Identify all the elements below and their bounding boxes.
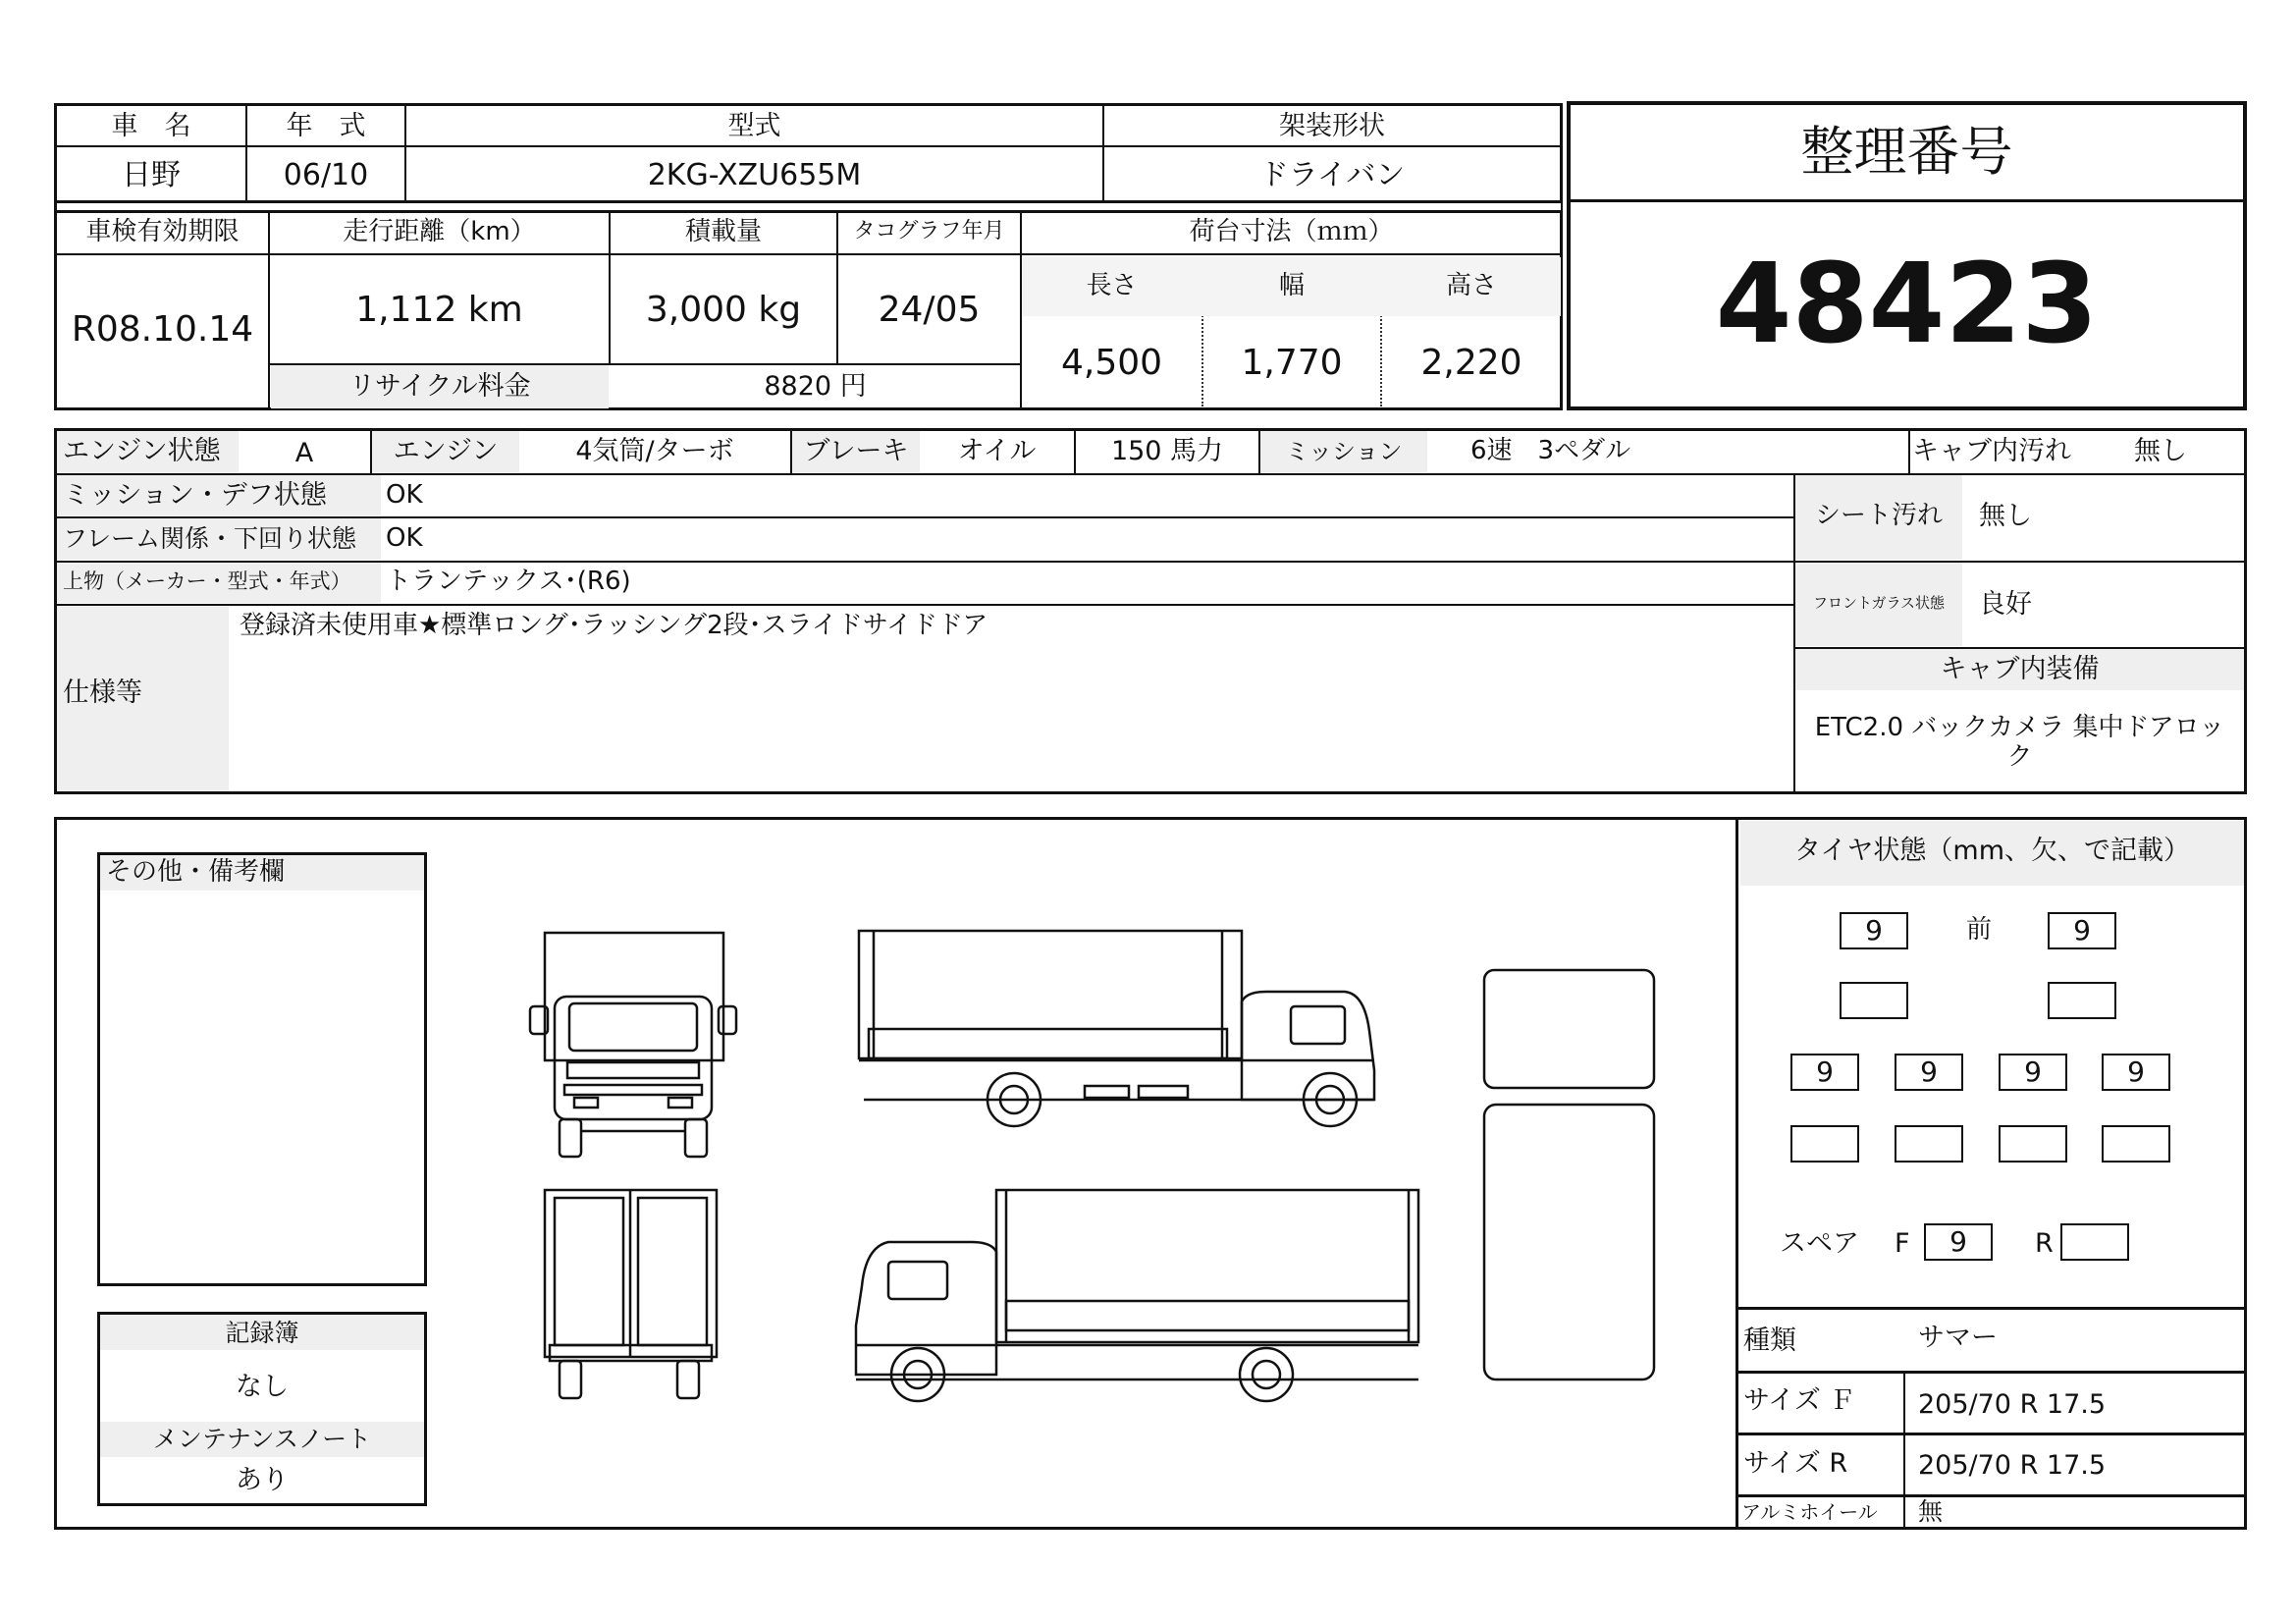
- tire-row-line: [1735, 1371, 2247, 1374]
- maint-label: メンテナンスノート: [152, 1425, 372, 1453]
- truck-diagram: [510, 913, 1669, 1404]
- glass-label: フロントガラス状態: [1812, 594, 1946, 612]
- spare-r-label: R: [2035, 1228, 2054, 1259]
- header-dims: 荷台寸法（ｍｍ）: [1189, 217, 1394, 246]
- header-model: 型式: [727, 111, 781, 141]
- cab-dirt: 無し: [2134, 436, 2187, 466]
- value-name: 日野: [122, 158, 181, 192]
- header-name: 車 名: [111, 111, 191, 141]
- cab-dirt-label: キャブ内汚れ: [1912, 436, 2071, 466]
- row-line: [54, 145, 1563, 147]
- tire-rear-1: 9: [1790, 1054, 1859, 1091]
- header-load: 積載量: [684, 217, 762, 246]
- dims-width-label: 幅: [1278, 271, 1305, 300]
- spare-f-label: F: [1895, 1228, 1910, 1259]
- cab-equip-line1: ETC2.0 バックカメラ 集中ドアロッ: [1814, 713, 2225, 742]
- remarks-label: その他・備考欄: [106, 857, 286, 887]
- mission-label: ミッション: [1285, 438, 1403, 465]
- upper: トランテックス･(R6): [386, 567, 631, 596]
- value-load: 3,000 kg: [645, 290, 802, 330]
- ref-divider: [1567, 199, 2247, 202]
- dims-height-label: 高さ: [1445, 271, 1497, 300]
- header-body: 架装形状: [1279, 111, 1385, 141]
- value-year: 06/10: [283, 158, 369, 192]
- tire-front-left-blank: [1840, 982, 1908, 1019]
- engine-cond-label: エンジン状態: [63, 436, 221, 466]
- tire-col-line: [1903, 1371, 1905, 1530]
- glass: 良好: [1979, 589, 2032, 620]
- spec-label: 仕様等: [63, 677, 142, 708]
- row-line: [54, 210, 1563, 213]
- header-year: 年 式: [286, 111, 366, 141]
- record-label: 記録簿: [225, 1319, 299, 1347]
- header-mileage: 走行距離（km）: [343, 217, 536, 246]
- power: 150 馬力: [1110, 436, 1224, 466]
- size-r-label: サイズ R: [1743, 1448, 1848, 1479]
- tire-front-right: 9: [2048, 912, 2116, 949]
- value-tacho: 24/05: [878, 290, 981, 330]
- ref-label: 整理番号: [1800, 121, 2013, 183]
- type-label: 種類: [1743, 1325, 1796, 1356]
- tire-rear-4: 9: [2102, 1054, 2170, 1091]
- col-line: [1908, 428, 1910, 473]
- dims-height: 2,220: [1420, 343, 1522, 383]
- row-line: [54, 604, 1793, 606]
- alu-label: アルミホイール: [1741, 1500, 1878, 1524]
- dims-length-label: 長さ: [1086, 271, 1138, 300]
- engine-cond: A: [294, 438, 314, 468]
- tire-front-left: 9: [1840, 912, 1908, 949]
- header-inspection: 車検有効期限: [85, 217, 240, 246]
- alu: 無: [1918, 1497, 1944, 1526]
- value-mileage: 1,112 km: [355, 290, 523, 330]
- tire-front-right-blank: [2048, 982, 2116, 1019]
- engine-label: エンジン: [393, 436, 499, 466]
- truck-front-view: [530, 933, 736, 1157]
- spare-label: スペア: [1780, 1228, 1859, 1259]
- maint: あり: [236, 1465, 289, 1495]
- value-model: 2KG-XZU655M: [647, 158, 862, 192]
- tire-row-line: [1735, 1433, 2247, 1435]
- size-f-label: サイズ Ｆ: [1743, 1385, 1856, 1416]
- remarks-box: [97, 852, 427, 1286]
- cab-equip-label: キャブ内装備: [1940, 654, 2100, 684]
- brake-label: ブレーキ: [803, 436, 909, 466]
- value-body: ドライバン: [1258, 158, 1406, 192]
- ref-number: 48423: [1715, 241, 2099, 368]
- recycle-value: 8820 円: [764, 371, 867, 402]
- spare-f: 9: [1924, 1223, 1993, 1261]
- header-tacho: タコグラフ年月: [853, 219, 1005, 243]
- dims-width: 1,770: [1241, 343, 1343, 383]
- value-inspection: R08.10.14: [71, 309, 254, 350]
- truck-top-view: [1484, 970, 1654, 1380]
- record: なし: [236, 1372, 289, 1402]
- tire-rear-blank: [2102, 1125, 2170, 1163]
- seat-label: シート汚れ: [1814, 501, 1943, 530]
- size-f: 205/70 R 17.5: [1918, 1389, 2107, 1420]
- truck-rear-view: [545, 1190, 717, 1398]
- tire-row-line: [1735, 1494, 2247, 1497]
- tire-row-line: [1735, 1307, 2247, 1310]
- tire-rear-2: 9: [1895, 1054, 1963, 1091]
- tire-rear-3: 9: [1999, 1054, 2067, 1091]
- tire-section-divider: [1735, 817, 1738, 1530]
- mission: 6速 3ペダル: [1470, 436, 1631, 465]
- truck-side-view-top: [859, 931, 1374, 1126]
- size-r: 205/70 R 17.5: [1918, 1450, 2107, 1481]
- type: サマー: [1918, 1323, 1998, 1353]
- upper-label: 上物（メーカー・型式・年式）: [63, 569, 351, 593]
- spec-text: 登録済未使用車★標準ロング･ラッシング2段･スライドサイドドア: [240, 611, 988, 640]
- tire-front-label: 前: [1966, 915, 1993, 945]
- tire-rear-blank: [1790, 1125, 1859, 1163]
- tire-rear-blank: [1895, 1125, 1963, 1163]
- truck-side-view-bottom: [856, 1190, 1418, 1401]
- row-line: [54, 253, 1563, 255]
- brake: オイル: [957, 436, 1037, 466]
- mission-def: OK: [386, 480, 423, 510]
- cab-equip-line2: ク: [2006, 742, 2033, 772]
- spare-r: [2060, 1223, 2129, 1261]
- frame-label: フレーム関係・下回り状態: [63, 524, 357, 553]
- tire-rear-blank: [1999, 1125, 2067, 1163]
- recycle-label: リサイクル料金: [348, 371, 531, 402]
- frame: OK: [386, 523, 423, 553]
- engine: 4気筒/ターボ: [575, 436, 734, 466]
- mission-def-label: ミッション・デフ状態: [63, 480, 327, 511]
- tire-title: タイヤ状態（mm、欠、で記載）: [1793, 836, 2191, 866]
- dims-length: 4,500: [1060, 343, 1163, 383]
- seat: 無し: [1979, 501, 2032, 531]
